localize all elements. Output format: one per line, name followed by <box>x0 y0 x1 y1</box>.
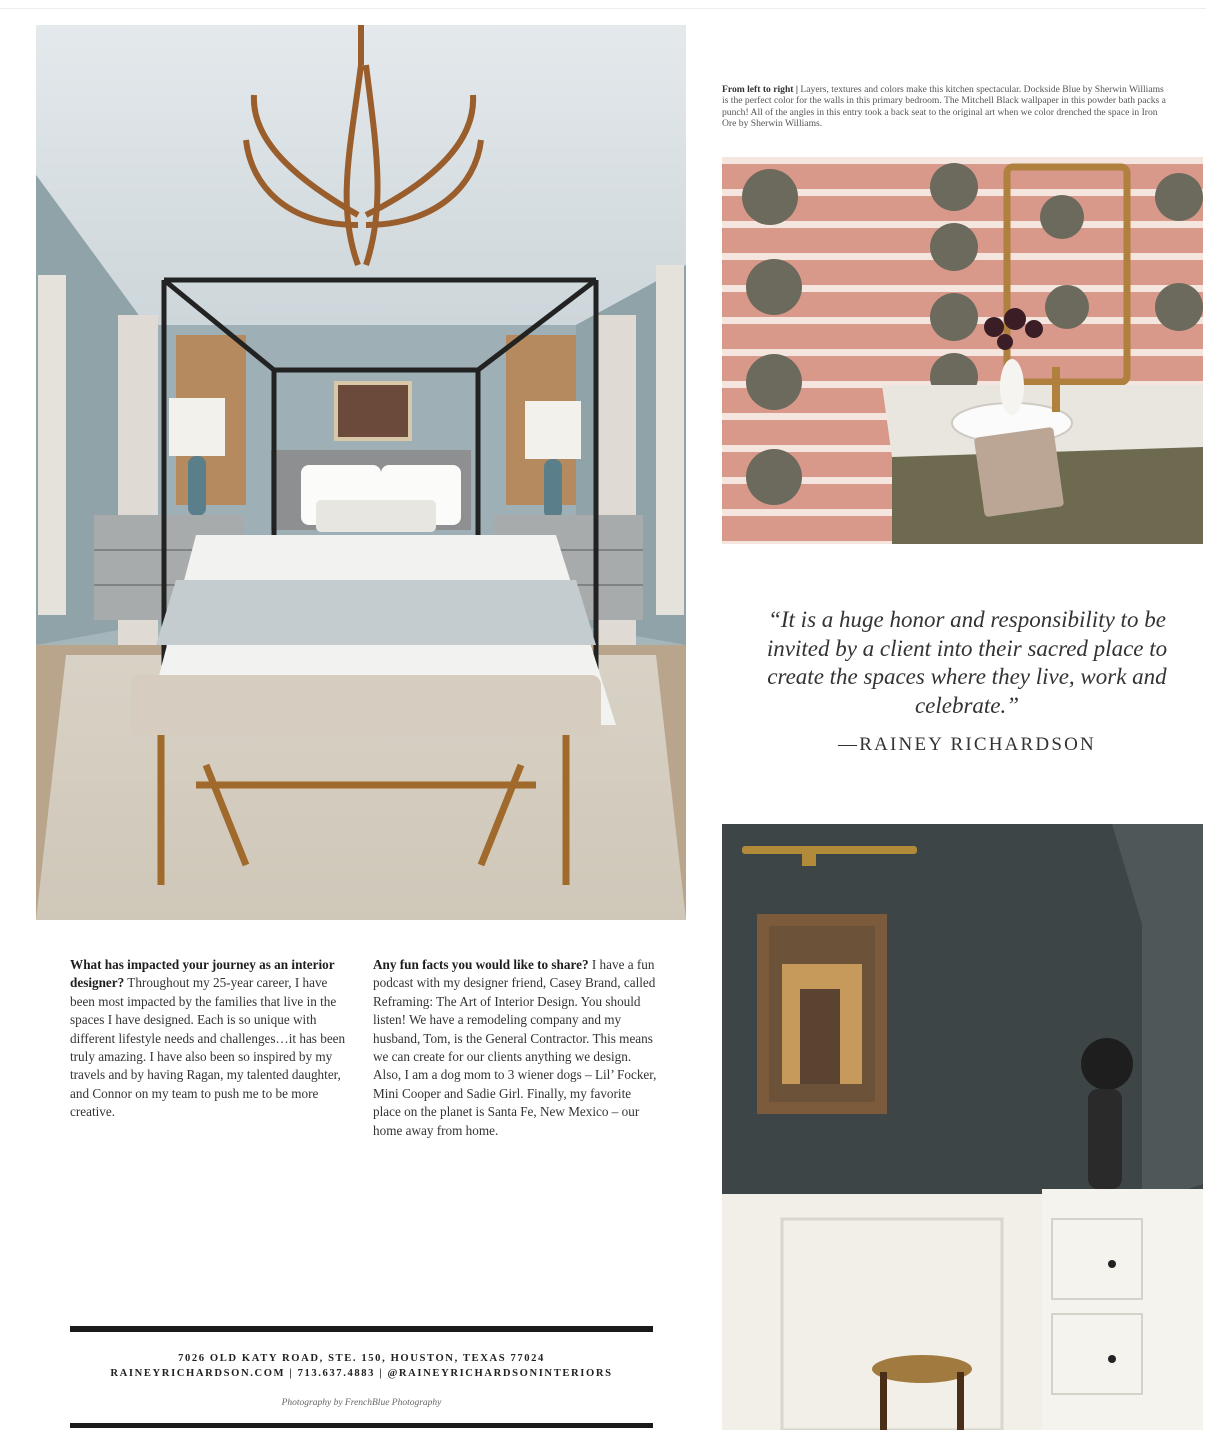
pull-quote: “It is a huge honor and responsibility to be invited by a client into their sacred place to create the spaces where they live, work and celebrate.” <box>766 607 1168 718</box>
quote-attribution: —RAINEY RICHARDSON <box>838 734 1096 755</box>
photo-credit: Photography by FrenchBlue Photography <box>281 1398 442 1408</box>
entry-photo <box>722 824 1203 1430</box>
footer-rule-top <box>70 1326 653 1332</box>
top-divider <box>0 8 1206 9</box>
photo-caption <box>722 84 1172 130</box>
footer-contact: RAINEYRICHARDSON.COM | 713.637.4883 | @RAINEYRICHARDSONINTERIORS <box>110 1368 613 1379</box>
answer-journey: Throughout my 25-year career, I have been most impacted by the families that live in the spaces I have designed. Each is so unique with different lifestyle needs and challenges…it has been truly amazing. I have also been so inspired by my travels and by having Ragan, my talented daughter, and Connor on my team to push me to be more creative. <box>70 975 346 1120</box>
bedroom-photo <box>36 25 686 920</box>
powder-bath-photo <box>722 157 1203 544</box>
interview-right-column <box>373 956 658 1140</box>
caption-text: Layers, textures and colors make this kitchen spectacular. Dockside Blue by Sherwin Williams is the perfect color for the walls in this primary bedroom. The Mitchell Black wallpaper in this powder bath packs a punch! All of the angles in this entry took a back seat to the original art when we color drenched the space in Iron Ore by Sherwin Williams. <box>722 84 1166 130</box>
interview-left-column <box>70 956 350 1122</box>
question-fun-facts: Any fun facts you would like to share? <box>373 957 589 972</box>
caption-lead: From left to right | <box>722 84 798 95</box>
footer-address: 7026 OLD KATY ROAD, STE. 150, HOUSTON, TEXAS 77024 <box>178 1353 545 1364</box>
answer-fun-facts: I have a fun podcast with my designer friend, Casey Brand, called Reframing: The Art of Interior Design. You should listen! We have a remodeling company and my husband, Tom, is the General Contractor. This means we can create for our clients anything we design. Also, I am a dog mom to 3 wiener dogs – Lil’ Focker, Mini Cooper and Sadie Girl. Finally, my favorite place on the planet is Santa Fe, New Mexico – our home away from home. <box>373 957 657 1138</box>
question-journey: What has impacted your journey as an interior designer? <box>70 957 335 991</box>
footer-rule-bottom <box>70 1423 653 1428</box>
